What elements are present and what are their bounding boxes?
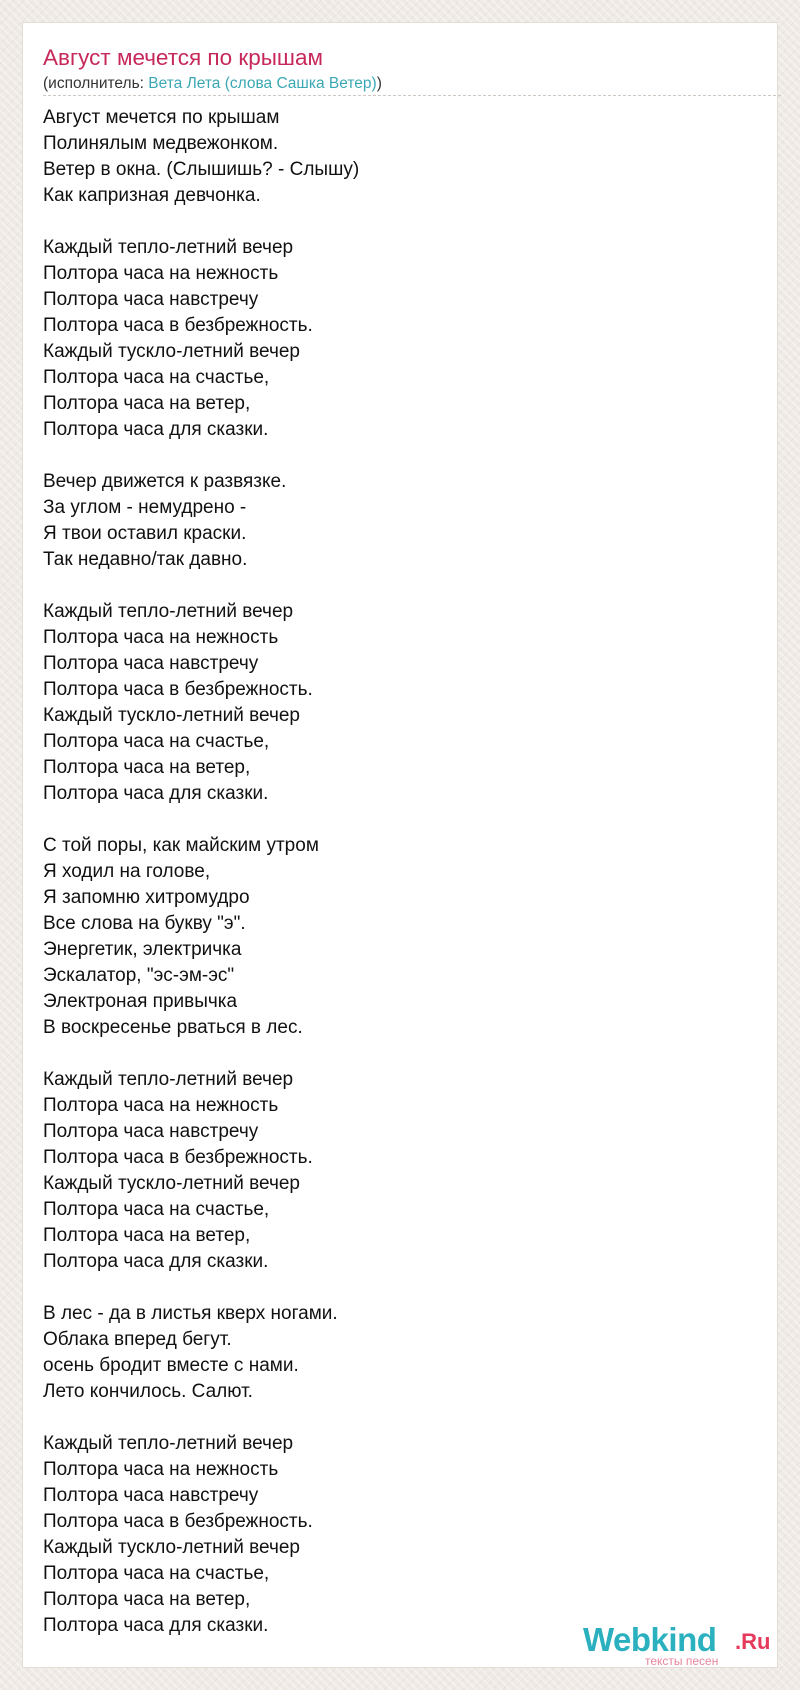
lyrics-line: Как капризная девчонка. bbox=[43, 185, 261, 206]
lyrics-line: Полтора часа на нежность bbox=[43, 627, 279, 648]
artist-prefix: (исполнитель: bbox=[43, 75, 149, 92]
lyrics-line: Полтора часа на счастье, bbox=[43, 1199, 270, 1220]
lyrics-line: Облака вперед бегут. bbox=[43, 1329, 232, 1350]
lyrics-line: Полтора часа на ветер, bbox=[43, 1225, 251, 1246]
lyrics-line: Каждый тускло-летний вечер bbox=[43, 341, 300, 362]
lyrics-line: Ветер в окна. (Слышишь? - Слышу) bbox=[43, 159, 360, 180]
lyrics-line: Каждый тепло-летний вечер bbox=[43, 1433, 294, 1454]
lyrics-line: В лес - да в листья кверх ногами. bbox=[43, 1303, 338, 1324]
lyrics-line: Каждый тускло-летний вечер bbox=[43, 1537, 300, 1558]
artist-info bbox=[43, 74, 382, 94]
lyrics-line: Вечер движется к развязке. bbox=[43, 471, 287, 492]
lyrics-line: Полтора часа навстречу bbox=[43, 1121, 259, 1142]
lyrics-stanza bbox=[43, 1431, 743, 1639]
lyrics-line: Полтора часа на ветер, bbox=[43, 1589, 251, 1610]
song-title: Август мечется по крышам bbox=[43, 45, 323, 70]
lyrics-line: Так недавно/так давно. bbox=[43, 549, 248, 570]
lyrics-stanza bbox=[43, 833, 743, 1041]
lyrics-line: Эскалатор, "эс-эм-эс" bbox=[43, 965, 235, 986]
lyrics-stanza bbox=[43, 105, 743, 209]
lyrics-line: Полтора часа на ветер, bbox=[43, 757, 251, 778]
lyrics-line: Полтора часа в безбрежность. bbox=[43, 315, 313, 336]
lyrics-stanza bbox=[43, 235, 743, 443]
lyrics-line: Я запомню хитромудро bbox=[43, 887, 250, 908]
lyrics-line: Полтора часа для сказки. bbox=[43, 419, 269, 440]
lyrics-body bbox=[43, 105, 743, 1665]
lyrics-line: Полтора часа для сказки. bbox=[43, 783, 269, 804]
lyrics-line: Я ходил на голове, bbox=[43, 861, 211, 882]
lyrics-stanza bbox=[43, 599, 743, 807]
lyrics-line: За углом - немудрено - bbox=[43, 497, 247, 518]
lyrics-line: Каждый тускло-летний вечер bbox=[43, 705, 300, 726]
lyrics-line: В воскресенье рваться в лес. bbox=[43, 1017, 303, 1038]
lyrics-line: Каждый тепло-летний вечер bbox=[43, 1069, 294, 1090]
lyrics-stanza bbox=[43, 469, 743, 573]
lyrics-line: Энергетик, электричка bbox=[43, 939, 242, 960]
lyrics-line: Полтора часа навстречу bbox=[43, 653, 259, 674]
lyrics-line: Каждый тепло-летний вечер bbox=[43, 601, 294, 622]
lyrics-line: С той поры, как майским утром bbox=[43, 835, 319, 856]
artist-link[interactable]: Вета Лета (слова Сашка Ветер) bbox=[148, 75, 377, 92]
lyrics-line: Полтора часа для сказки. bbox=[43, 1251, 269, 1272]
lyrics-line: Все слова на букву "э". bbox=[43, 913, 246, 934]
lyrics-line: Каждый тепло-летний вечер bbox=[43, 237, 294, 258]
lyrics-line: Полтора часа на нежность bbox=[43, 1095, 279, 1116]
lyrics-line: Полтора часа для сказки. bbox=[43, 1615, 269, 1636]
lyrics-line: Полтора часа на ветер, bbox=[43, 393, 251, 414]
lyrics-line: Полтора часа на счастье, bbox=[43, 367, 270, 388]
lyrics-line: Полинялым медвежонком. bbox=[43, 133, 279, 154]
logo-wordmark: Webkind bbox=[583, 1621, 717, 1658]
lyrics-line: осень бродит вместе с нами. bbox=[43, 1355, 299, 1376]
lyrics-stanza bbox=[43, 1301, 743, 1405]
lyrics-line: Полтора часа навстречу bbox=[43, 289, 259, 310]
lyrics-line: Полтора часа на нежность bbox=[43, 263, 279, 284]
lyrics-line: Полтора часа на нежность bbox=[43, 1459, 279, 1480]
dashed-divider bbox=[43, 95, 781, 96]
lyrics-line: Я твои оставил краски. bbox=[43, 523, 247, 544]
artist-suffix: ) bbox=[376, 75, 382, 92]
lyrics-line: Полтора часа в безбрежность. bbox=[43, 679, 313, 700]
lyrics-card bbox=[22, 22, 778, 1668]
lyrics-line: Полтора часа в безбрежность. bbox=[43, 1147, 313, 1168]
lyrics-line: Электроная привычка bbox=[43, 991, 238, 1012]
lyrics-line: Полтора часа на счастье, bbox=[43, 1563, 270, 1584]
logo-domain: .Ru bbox=[735, 1629, 771, 1654]
webkind-logo[interactable] bbox=[583, 1621, 783, 1671]
lyrics-line: Лето кончилось. Салют. bbox=[43, 1381, 253, 1402]
lyrics-line: Август мечется по крышам bbox=[43, 107, 280, 128]
lyrics-line: Полтора часа навстречу bbox=[43, 1485, 259, 1506]
lyrics-line: Полтора часа в безбрежность. bbox=[43, 1511, 313, 1532]
logo-tagline: тексты песен bbox=[645, 1654, 719, 1668]
lyrics-line: Каждый тускло-летний вечер bbox=[43, 1173, 300, 1194]
lyrics-line: Полтора часа на счастье, bbox=[43, 731, 270, 752]
lyrics-stanza bbox=[43, 1067, 743, 1275]
